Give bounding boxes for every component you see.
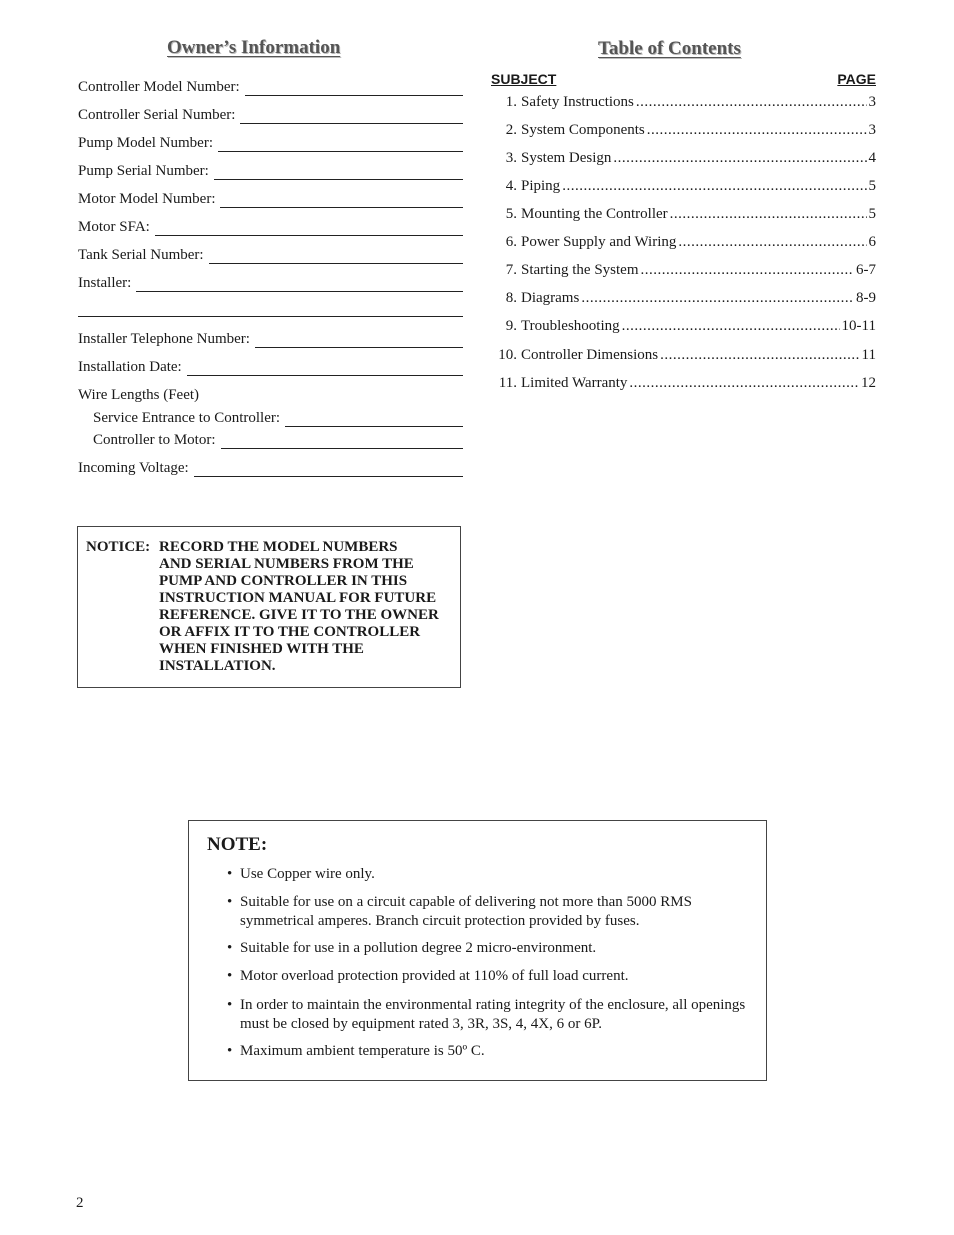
toc-leader bbox=[641, 261, 855, 279]
field-label: Motor Model Number: bbox=[78, 191, 216, 207]
toc-num: 6. bbox=[505, 234, 517, 250]
toc-num: 3. bbox=[505, 150, 517, 166]
toc-page-header: PAGE bbox=[837, 71, 876, 87]
field-label: Pump Serial Number: bbox=[78, 163, 209, 179]
field-label: Installation Date: bbox=[78, 359, 182, 375]
toc-entry[interactable] bbox=[491, 289, 876, 307]
notice-line: OR AFFIX IT TO THE CONTROLLER bbox=[159, 624, 421, 640]
fill-line[interactable] bbox=[285, 412, 463, 427]
incoming-voltage-field[interactable] bbox=[78, 459, 463, 477]
toc-page: 11 bbox=[861, 347, 876, 363]
toc-title: Starting the System bbox=[521, 262, 639, 278]
notice-line: INSTALLATION. bbox=[159, 658, 276, 674]
toc-title: Limited Warranty bbox=[521, 375, 628, 391]
toc-leader bbox=[629, 374, 859, 392]
notice-prefix: NOTICE: bbox=[86, 539, 151, 555]
toc-num: 8. bbox=[505, 290, 517, 306]
service-entrance-field[interactable] bbox=[93, 409, 463, 427]
pump-model-field[interactable] bbox=[78, 134, 463, 152]
note-text: Suitable for use on a circuit capable of delivering not more than 5000 RMS symmetrical amperes. Branch circuit protection provided by fuses. bbox=[240, 894, 692, 929]
toc-title: System Components bbox=[521, 122, 645, 138]
toc-page: 5 bbox=[868, 206, 876, 222]
toc-page: 12 bbox=[861, 375, 876, 391]
note-item bbox=[227, 967, 747, 986]
note-text: Suitable for use in a pollution degree 2 micro-environment. bbox=[240, 940, 597, 956]
notice-box bbox=[77, 526, 461, 688]
toc-leader bbox=[636, 93, 867, 111]
field-label: Incoming Voltage: bbox=[78, 460, 189, 476]
field-label: Tank Serial Number: bbox=[78, 247, 204, 263]
toc-entry[interactable] bbox=[491, 346, 876, 364]
toc-page: 8-9 bbox=[856, 290, 876, 306]
toc-page: 3 bbox=[868, 94, 876, 110]
toc-leader bbox=[670, 205, 867, 223]
field-label: Motor SFA: bbox=[78, 219, 150, 235]
tank-serial-field[interactable] bbox=[78, 246, 463, 264]
toc-entry[interactable] bbox=[491, 149, 876, 167]
toc-title: Controller Dimensions bbox=[521, 347, 659, 363]
note-text: Use Copper wire only. bbox=[240, 866, 375, 882]
note-title: NOTE: bbox=[207, 834, 268, 855]
toc-entry[interactable] bbox=[491, 261, 876, 279]
toc-leader bbox=[581, 289, 854, 307]
toc-entry[interactable] bbox=[491, 374, 876, 392]
toc-num: 2. bbox=[505, 122, 517, 138]
toc-num: 4. bbox=[505, 178, 517, 194]
toc-title: Diagrams bbox=[521, 290, 580, 306]
field-label: Service Entrance to Controller: bbox=[93, 410, 281, 426]
toc-num: 11. bbox=[498, 375, 517, 391]
toc-subject-header: SUBJECT bbox=[491, 71, 557, 87]
note-item bbox=[227, 865, 747, 884]
toc-page: 5 bbox=[868, 178, 876, 194]
installation-date-field[interactable] bbox=[78, 358, 463, 376]
notice-line: REFERENCE. GIVE IT TO THE OWNER bbox=[159, 607, 439, 623]
notice-text bbox=[159, 539, 459, 675]
toc-leader bbox=[622, 317, 840, 335]
notice-line: WHEN FINISHED WITH THE bbox=[159, 641, 364, 657]
toc-entry[interactable] bbox=[491, 205, 876, 223]
toc-page: 10-11 bbox=[841, 318, 876, 334]
installer-phone-field[interactable] bbox=[78, 330, 463, 348]
toc-leader bbox=[678, 233, 866, 251]
toc-title: Mounting the Controller bbox=[521, 206, 668, 222]
bullet-icon: • bbox=[227, 1043, 233, 1059]
motor-model-field[interactable] bbox=[78, 190, 463, 208]
field-label: Controller Model Number: bbox=[78, 79, 240, 95]
field-label: Installer: bbox=[78, 275, 132, 291]
bullet-icon: • bbox=[227, 940, 233, 956]
toc-leader bbox=[660, 346, 859, 364]
toc-page: 6-7 bbox=[856, 262, 876, 278]
fill-line[interactable] bbox=[220, 193, 463, 208]
notice-line: RECORD THE MODEL NUMBERS bbox=[159, 539, 398, 555]
toc-title: Safety Instructions bbox=[521, 94, 634, 110]
page-number: 2 bbox=[76, 1195, 84, 1211]
toc-title: Piping bbox=[521, 178, 561, 194]
toc-heading: Table of Contents bbox=[598, 38, 741, 59]
note-text: In order to maintain the environmental rating integrity of the enclosure, all openings must be closed by equipment rated 3, 3R, 3S, 4, 4X, 6 or 6P. bbox=[240, 997, 746, 1032]
field-label: Controller Serial Number: bbox=[78, 107, 236, 123]
note-item bbox=[227, 996, 747, 1034]
fill-line[interactable] bbox=[240, 109, 463, 124]
toc-title: System Design bbox=[521, 150, 612, 166]
installer-extra-line[interactable] bbox=[78, 316, 463, 317]
toc-page: 3 bbox=[868, 122, 876, 138]
bullet-icon: • bbox=[227, 894, 233, 910]
toc-page: 6 bbox=[868, 234, 876, 250]
fill-line[interactable] bbox=[218, 137, 463, 152]
fill-line[interactable] bbox=[155, 221, 463, 236]
fill-line[interactable] bbox=[194, 462, 463, 477]
fill-line[interactable] bbox=[187, 361, 463, 376]
fill-line[interactable] bbox=[136, 277, 463, 292]
note-text: Motor overload protection provided at 110% of full load current. bbox=[240, 968, 629, 984]
toc-num: 9. bbox=[505, 318, 517, 334]
controller-serial-field[interactable] bbox=[78, 106, 463, 124]
toc-entry[interactable] bbox=[491, 177, 876, 195]
toc-title: Power Supply and Wiring bbox=[521, 234, 677, 250]
note-item bbox=[227, 1042, 747, 1061]
fill-line[interactable] bbox=[214, 165, 463, 180]
motor-sfa-field[interactable] bbox=[78, 218, 463, 236]
toc-entry[interactable] bbox=[491, 233, 876, 251]
toc-leader bbox=[613, 149, 866, 167]
note-item bbox=[227, 939, 747, 958]
toc-page: 4 bbox=[868, 150, 876, 166]
notice-line: AND SERIAL NUMBERS FROM THE bbox=[159, 556, 414, 572]
toc-num: 7. bbox=[505, 262, 517, 278]
bullet-icon: • bbox=[227, 866, 233, 882]
toc-entry[interactable] bbox=[491, 121, 876, 139]
toc-leader bbox=[647, 121, 867, 139]
note-box bbox=[188, 820, 767, 1081]
owner-info-heading: Owner’s Information bbox=[167, 37, 341, 58]
field-label: Controller to Motor: bbox=[93, 432, 216, 448]
fill-line[interactable] bbox=[255, 333, 463, 348]
toc-title: Troubleshooting bbox=[521, 318, 620, 334]
fill-line[interactable] bbox=[209, 249, 463, 264]
controller-to-motor-field[interactable] bbox=[93, 431, 463, 449]
bullet-icon: • bbox=[227, 968, 233, 984]
note-item bbox=[227, 893, 747, 931]
bullet-icon: • bbox=[227, 997, 233, 1013]
toc-num: 10. bbox=[498, 347, 517, 363]
toc-num: 5. bbox=[505, 206, 517, 222]
note-text: Maximum ambient temperature is 50º C. bbox=[240, 1043, 485, 1059]
fill-line[interactable] bbox=[221, 434, 464, 449]
pump-serial-field[interactable] bbox=[78, 162, 463, 180]
field-label: Installer Telephone Number: bbox=[78, 331, 250, 347]
toc-entry[interactable] bbox=[491, 317, 876, 335]
toc-leader bbox=[562, 177, 866, 195]
fill-line[interactable] bbox=[245, 81, 463, 96]
toc-entry[interactable] bbox=[491, 93, 876, 111]
notice-line: PUMP AND CONTROLLER IN THIS bbox=[159, 573, 408, 589]
controller-model-field[interactable] bbox=[78, 78, 463, 96]
notice-line: INSTRUCTION MANUAL FOR FUTURE bbox=[159, 590, 437, 606]
toc-num: 1. bbox=[505, 94, 517, 110]
wire-lengths-label: Wire Lengths (Feet) bbox=[78, 387, 200, 403]
field-label: Pump Model Number: bbox=[78, 135, 213, 151]
installer-field[interactable] bbox=[78, 274, 463, 292]
